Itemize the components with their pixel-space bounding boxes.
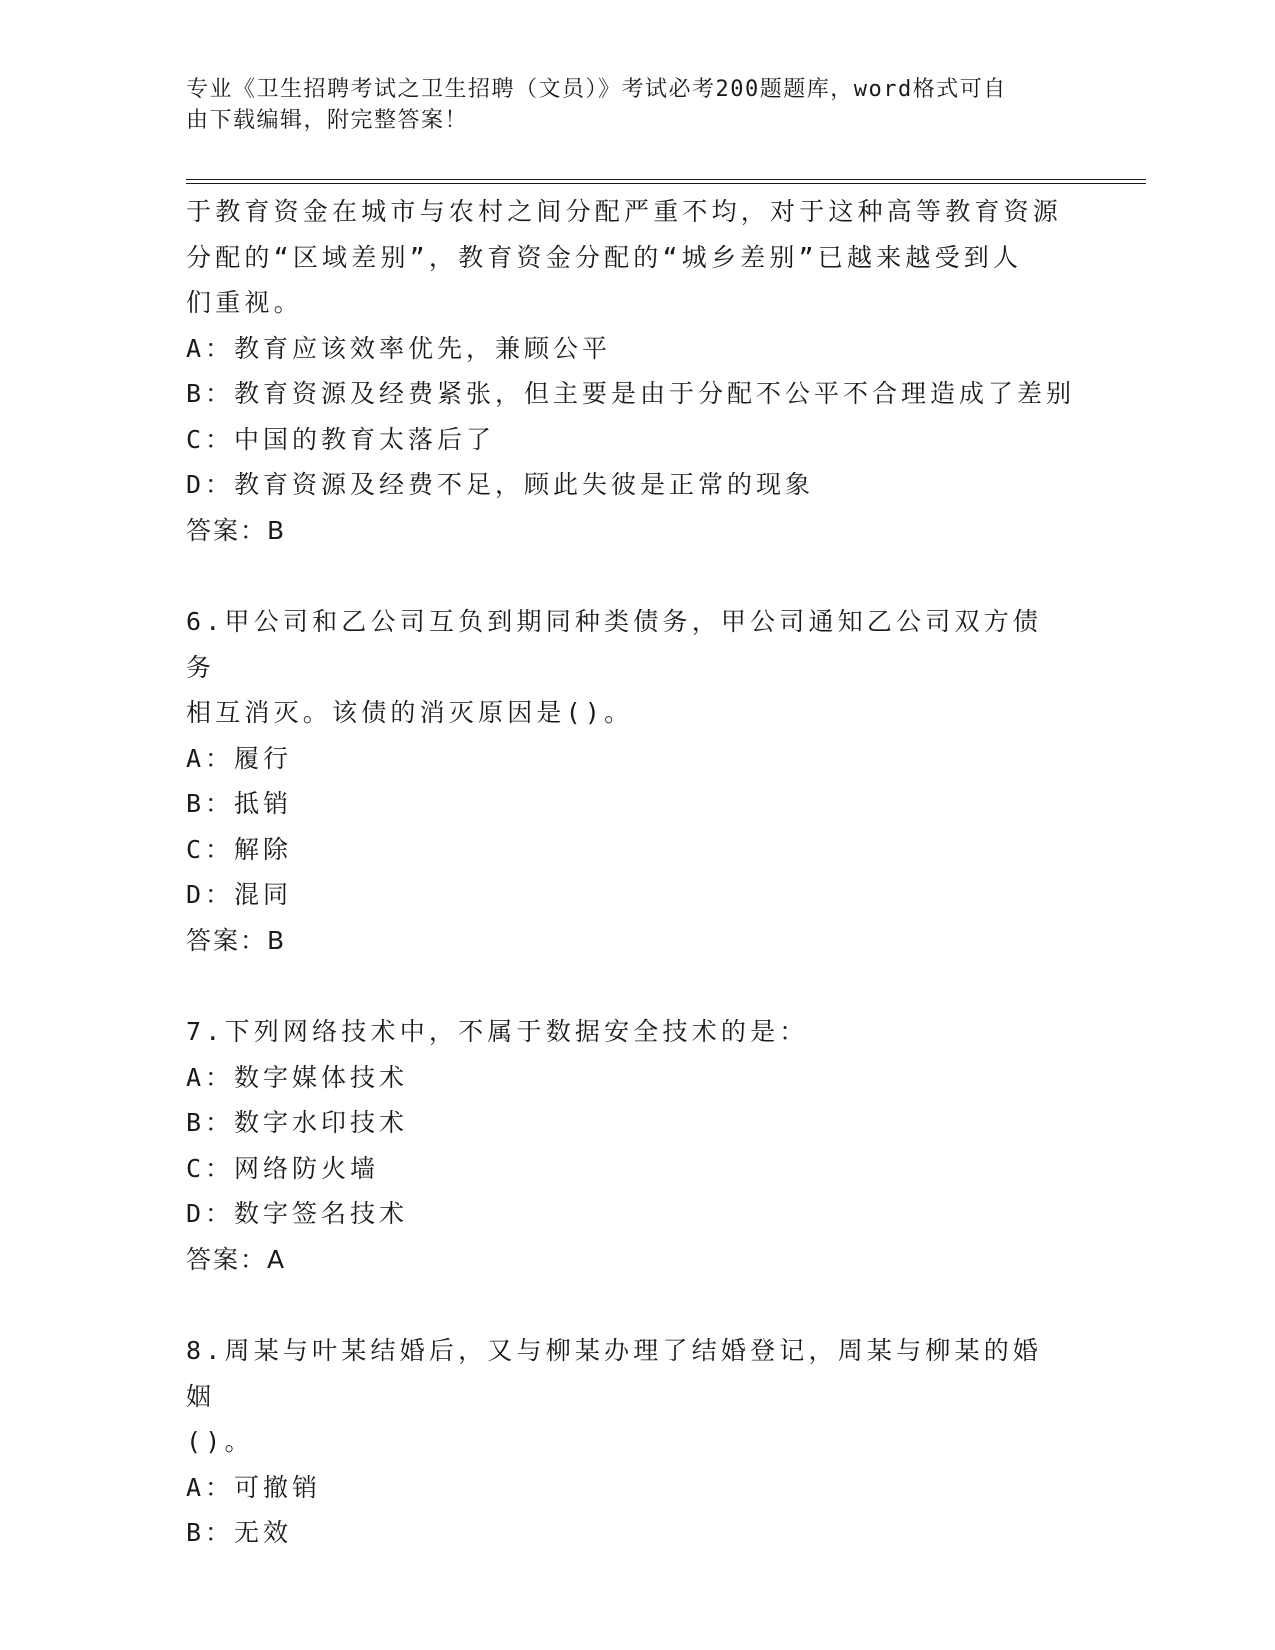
question-text-line: 们重视。 <box>186 288 303 317</box>
question-text-line: 于教育资金在城市与农村之间分配严重不均，对于这种高等教育资源 <box>186 197 1063 226</box>
option-a: A：数字媒体技术 <box>186 1062 409 1092</box>
question-text-line: ()。 <box>186 1427 254 1456</box>
option-b: B：无效 <box>186 1518 293 1547</box>
question-7 <box>186 1009 1086 1282</box>
option-d: D：数字签名技术 <box>186 1199 409 1228</box>
document-header <box>186 74 1066 136</box>
option-d: D：混同 <box>186 880 293 909</box>
question-text-line: 分配的“区域差别”，教育资金分配的“城乡差别”已越来越受到人 <box>186 242 1023 272</box>
option-c: C：网络防火墙 <box>186 1153 380 1183</box>
option-a: A：履行 <box>186 743 293 773</box>
question-text-line: 8.周某与叶某结婚后，又与柳某办理了结婚登记，周某与柳某的婚姻 <box>186 1336 1043 1411</box>
question-8-text <box>186 1328 1066 1465</box>
option-c: C：解除 <box>186 834 293 864</box>
answer-label: 答案：B <box>186 515 287 545</box>
question-text-line: 7.下列网络技术中，不属于数据安全技术的是： <box>186 1017 809 1046</box>
answer-label: 答案：A <box>186 1244 287 1274</box>
question-7-text <box>186 1009 1066 1055</box>
option-c: C：中国的教育太落后了 <box>186 424 496 454</box>
header-line-1: 专业《卫生招聘考试之卫生招聘（文员）》考试必考200题题库，word格式可自 <box>186 77 1007 102</box>
option-b: B：数字水印技术 <box>186 1108 409 1137</box>
option-d: D：教育资源及经费不足，顾此失彼是正常的现象 <box>186 470 815 499</box>
question-8 <box>186 1328 1086 1556</box>
option-a: A：可撤销 <box>186 1472 322 1502</box>
option-b: B：教育资源及经费紧张，但主要是由于分配不公平不合理造成了差别 <box>186 379 1076 408</box>
question-6 <box>186 599 1086 963</box>
question-5-continued <box>186 189 1086 553</box>
header-divider-top <box>186 179 1146 180</box>
question-text-line: 6.甲公司和乙公司互负到期同种类债务，甲公司通知乙公司双方债务 <box>186 607 1043 682</box>
option-a: A：教育应该效率优先，兼顾公平 <box>186 333 612 363</box>
option-b: B：抵销 <box>186 789 293 818</box>
question-text-line: 相互消灭。该债的消灭原因是()。 <box>186 698 634 727</box>
question-6-text <box>186 599 1066 736</box>
header-divider-bottom <box>186 183 1146 184</box>
document-body <box>186 189 1086 1556</box>
header-line-2: 由下载编辑，附完整答案！ <box>186 108 469 133</box>
answer-label: 答案：B <box>186 925 287 955</box>
question-5-text <box>186 189 1066 326</box>
